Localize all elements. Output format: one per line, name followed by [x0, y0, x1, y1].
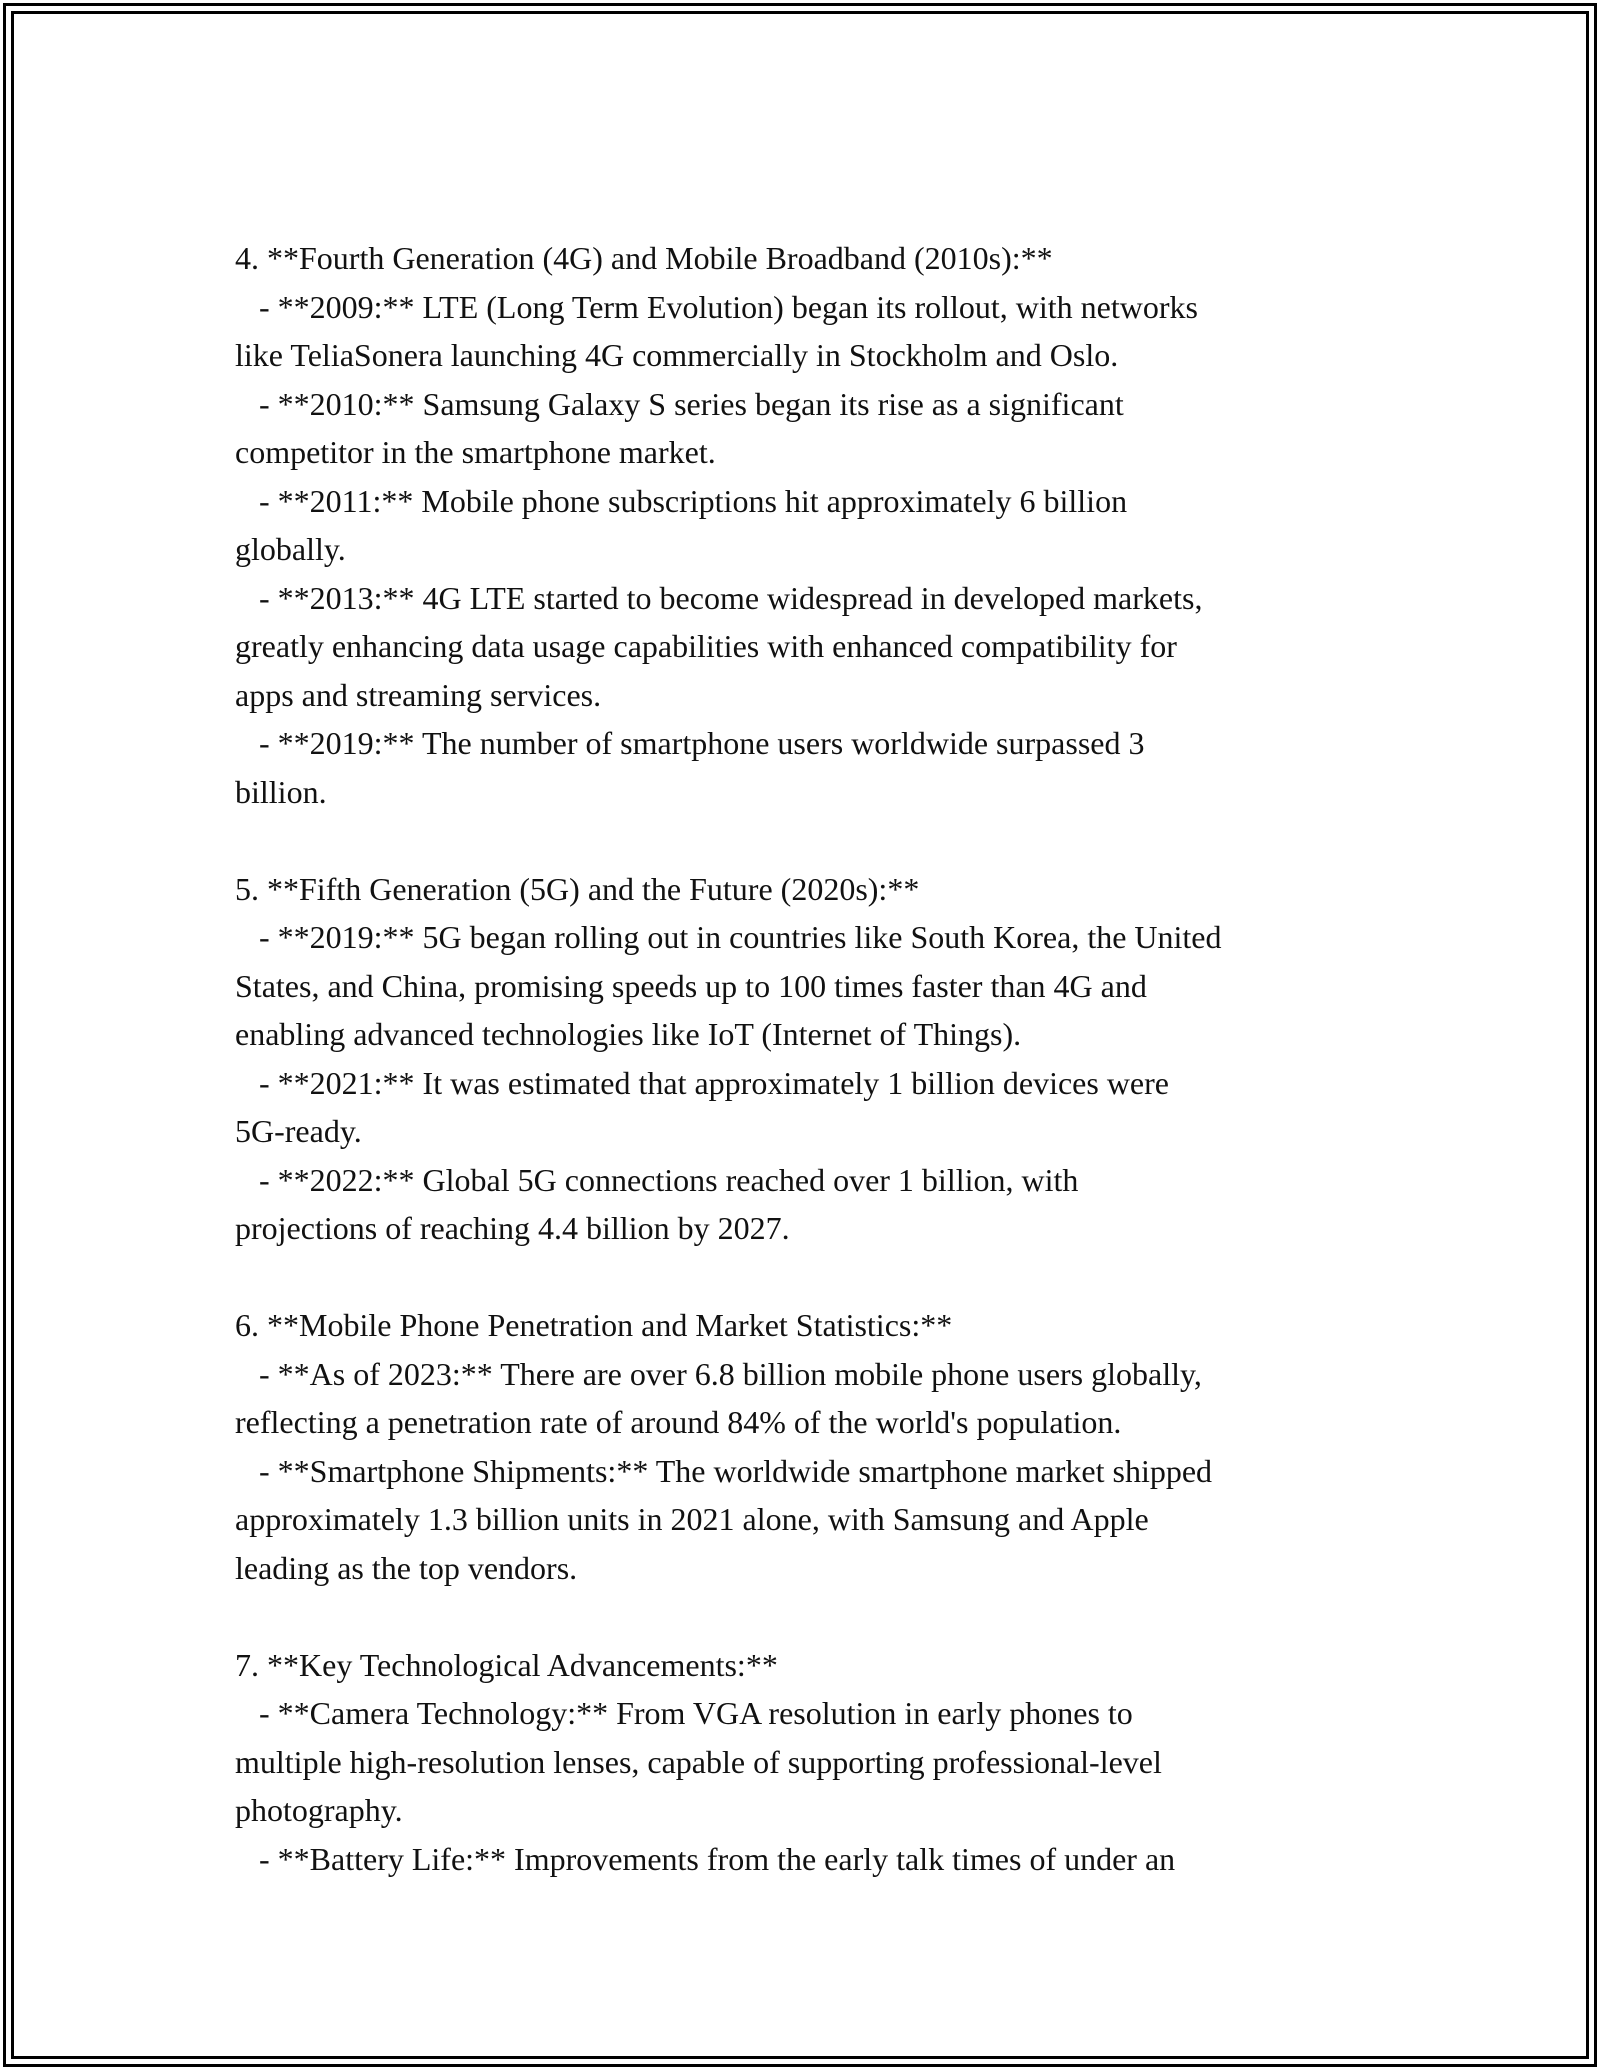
text-line: - **Battery Life:** Improvements from the early talk times of under an — [235, 1840, 1176, 1877]
text-line: 5G-ready. — [235, 1113, 362, 1149]
document-body — [235, 234, 1395, 1883]
text-line: globally. — [235, 531, 346, 567]
text-line: - **2013:** 4G LTE started to become widespread in developed markets, — [235, 579, 1203, 616]
text-line: competitor in the smartphone market. — [235, 434, 716, 470]
section-heading: 6. **Mobile Phone Penetration and Market Statistics:** — [235, 1307, 953, 1343]
text-line: - **2010:** Samsung Galaxy S series began its rise as a significant — [235, 385, 1124, 422]
text-line: - **2022:** Global 5G connections reached over 1 billion, with — [235, 1161, 1079, 1198]
section-4g — [235, 234, 1395, 816]
section-heading: 5. **Fifth Generation (5G) and the Future (2020s):** — [235, 870, 920, 907]
text-line: - **2021:** It was estimated that approximately 1 billion devices were — [235, 1064, 1169, 1101]
text-line: leading as the top vendors. — [235, 1549, 578, 1586]
text-line: - **2019:** The number of smartphone users worldwide surpassed 3 — [235, 725, 1145, 761]
text-line: apps and streaming services. — [235, 676, 602, 713]
text-line: projections of reaching 4.4 billion by 2027. — [235, 1210, 790, 1246]
section-heading: 4. **Fourth Generation (4G) and Mobile Broadband (2010s):** — [235, 240, 1053, 276]
text-line: enabling advanced technologies like IoT (Internet of Things). — [235, 1016, 1022, 1052]
paragraph-gap — [235, 816, 1395, 865]
section-market-statistics — [235, 1301, 1395, 1592]
section-heading: 7. **Key Technological Advancements:** — [235, 1646, 778, 1683]
paragraph-gap — [235, 1253, 1395, 1302]
text-line: - **2011:** Mobile phone subscriptions hit approximately 6 billion — [235, 482, 1128, 519]
text-line: - **2009:** LTE (Long Term Evolution) began its rollout, with networks — [235, 288, 1198, 325]
text-line: reflecting a penetration rate of around 84% of the world's population. — [235, 1404, 1122, 1440]
text-line: - **As of 2023:** There are over 6.8 billion mobile phone users globally, — [235, 1355, 1202, 1392]
section-5g — [235, 865, 1395, 1253]
text-line: billion. — [235, 773, 327, 810]
paragraph-gap — [235, 1592, 1395, 1641]
text-line: like TeliaSonera launching 4G commercially in Stockholm and Oslo. — [235, 337, 1119, 373]
text-line: approximately 1.3 billion units in 2021 alone, with Samsung and Apple — [235, 1501, 1149, 1537]
section-technological-advancements — [235, 1641, 1395, 1884]
text-line: States, and China, promising speeds up to 100 times faster than 4G and — [235, 967, 1147, 1004]
text-line: greatly enhancing data usage capabilities with enhanced compatibility for — [235, 628, 1177, 664]
text-line: - **Camera Technology:** From VGA resolution in early phones to — [235, 1695, 1133, 1731]
text-line: - **Smartphone Shipments:** The worldwide smartphone market shipped — [235, 1452, 1213, 1489]
text-line: photography. — [235, 1792, 403, 1828]
text-line: multiple high-resolution lenses, capable of supporting professional-level — [235, 1743, 1162, 1780]
text-line: - **2019:** 5G began rolling out in countries like South Korea, the United — [235, 919, 1222, 955]
